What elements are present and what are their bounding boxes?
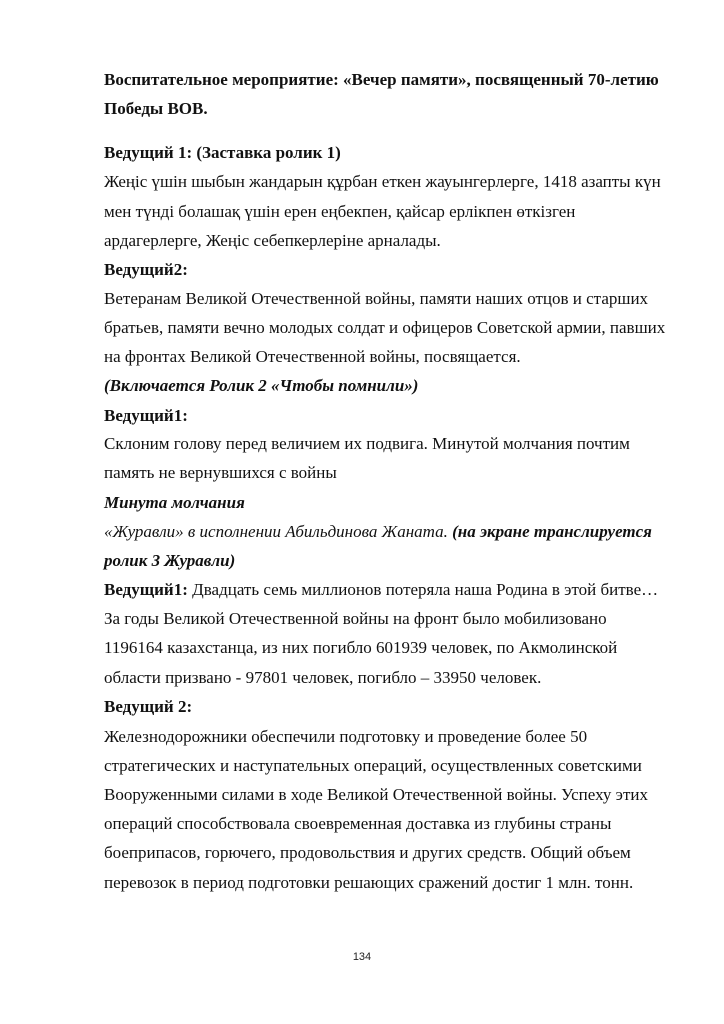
paragraph-line: боеприпасов, горючего, продовольствия и других средств. Общий объем	[104, 843, 631, 862]
paragraph-line: мен түнді болашақ үшін ерен еңбекпен, қайсар ерлікпен өткізген	[104, 202, 576, 221]
screen-note: (на экране транслируется	[447, 522, 652, 541]
paragraph-line: на фронтах Великой Отечественной войны, посвящается.	[104, 347, 521, 366]
screen-note-continuation: ролик 3 Журавли)	[104, 551, 236, 570]
paragraph-line: Ветеранам Великой Отечественной войны, памяти наших отцов и старших	[104, 289, 649, 308]
paragraph-line: память не вернувшихся с войны	[104, 463, 337, 482]
performance-note: «Журавли» в исполнении Абильдинова Жаната.	[104, 522, 448, 541]
speaker-heading: Ведущий 2:	[104, 697, 193, 716]
stage-direction: Минута молчания	[104, 493, 245, 512]
speaker-heading: Ведущий 1: (Заставка ролик 1)	[104, 143, 341, 162]
paragraph-line: Жеңіс үшін шыбын жандарын құрбан еткен жауынгерлерге, 1418 азапты күн	[104, 172, 661, 191]
paragraph-text: Двадцать семь миллионов потеряла наша Родина в этой битве…	[187, 580, 659, 599]
paragraph-line	[104, 580, 658, 600]
speaker-heading: Ведущий1:	[104, 406, 188, 425]
paragraph-line: Вооруженными силами в ходе Великой Отечественной войны. Успеху этих	[104, 785, 648, 804]
document-title-continuation: Победы ВОВ.	[104, 99, 208, 118]
speaker-heading: Ведущий2:	[104, 260, 188, 279]
paragraph-line: За годы Великой Отечественной войны на фронт было мобилизовано	[104, 609, 607, 628]
paragraph-line: перевозок в период подготовки решающих сражений достиг 1 млн. тонн.	[104, 873, 634, 892]
stage-direction-line	[104, 522, 652, 542]
paragraph-line: Железнодорожники обеспечили подготовку и проведение более 50	[104, 727, 588, 746]
page-number: 134	[352, 951, 372, 963]
paragraph-line: операций способствовала своевременная доставка из глубины страны	[104, 814, 612, 833]
paragraph-line: области призвано - 97801 человек, погибло – 33950 человек.	[104, 668, 542, 687]
stage-direction: (Включается Ролик 2 «Чтобы помнили»)	[104, 376, 419, 395]
paragraph-line: братьев, памяти вечно молодых солдат и офицеров Советской армии, павших	[104, 318, 666, 337]
speaker-heading: Ведущий1:	[104, 580, 188, 599]
paragraph-line: Склоним голову перед величием их подвига. Минутой молчания почтим	[104, 434, 630, 453]
paragraph-line: 1196164 казахстанца, из них погибло 601939 человек, по Акмолинской	[104, 638, 618, 657]
paragraph-line: стратегических и наступательных операций, осуществленных советскими	[104, 756, 642, 775]
paragraph-line: ардагерлерге, Жеңіс себепкерлеріне арналады.	[104, 231, 441, 250]
document-title: Воспитательное мероприятие: «Вечер памяти», посвященный 70-летию	[104, 70, 659, 89]
